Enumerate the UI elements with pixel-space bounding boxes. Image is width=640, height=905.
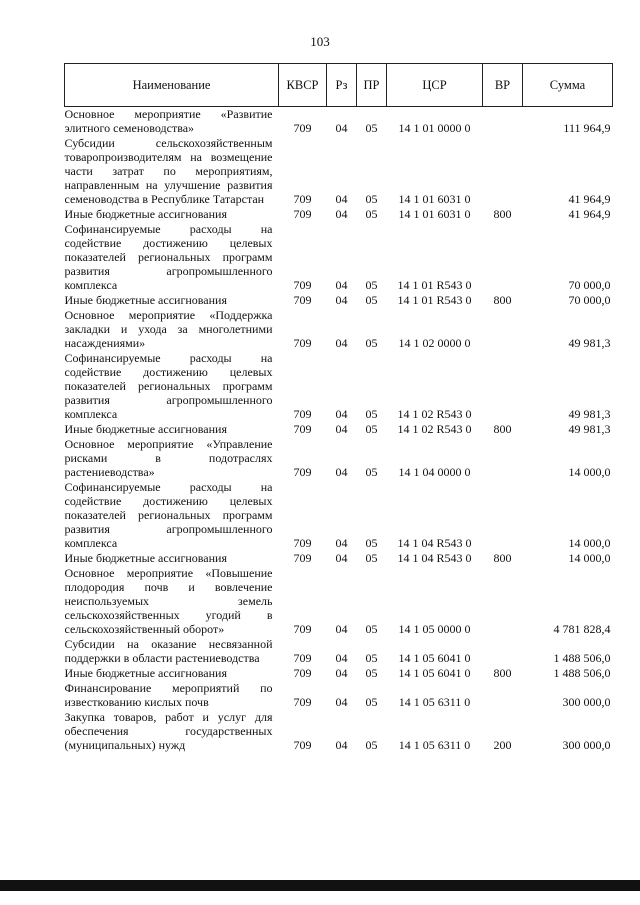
cell-sum: 300 000,0 (562, 738, 611, 752)
table-row (65, 421, 613, 436)
cell-name: Иные бюджетные ассигнования (64, 422, 227, 436)
cell-kvsr: 709 (293, 278, 312, 292)
cell-csr: 14 1 01 0000 0 (398, 121, 471, 135)
header-vr: ВР (483, 64, 523, 107)
cell-name: Иные бюджетные ассигнования (64, 293, 227, 307)
table-row (65, 709, 613, 752)
table-body (65, 107, 613, 753)
cell-pr: 05 (365, 551, 378, 565)
cell-kvsr: 709 (293, 422, 312, 436)
cell-csr: 14 1 02 R543 0 (397, 407, 472, 421)
table-row (65, 665, 613, 680)
cell-vr: 200 (493, 738, 512, 752)
table-row (65, 307, 613, 350)
cell-csr: 14 1 05 6311 0 (398, 695, 471, 709)
cell-csr: 14 1 05 0000 0 (398, 622, 471, 636)
cell-kvsr: 709 (293, 293, 312, 307)
header-csr: ЦСР (387, 64, 483, 107)
cell-vr: 800 (493, 422, 512, 436)
cell-rz: 04 (335, 207, 348, 221)
cell-name: Финансирование мероприятий по известкованию кислых почв (64, 681, 273, 709)
scan-bottom-bar (0, 880, 640, 891)
cell-pr: 05 (365, 666, 378, 680)
cell-kvsr: 709 (293, 695, 312, 709)
cell-kvsr: 709 (293, 465, 312, 479)
cell-name: Софинансируемые расходы на содействие достижению целевых показателей региональных программ развития агропромышленного комплекса (64, 351, 273, 421)
cell-pr: 05 (365, 622, 378, 636)
cell-sum: 14 000,0 (568, 465, 611, 479)
table-row (65, 636, 613, 665)
cell-name: Основное мероприятие «Развитие элитного семеноводства» (64, 107, 273, 135)
cell-rz: 04 (335, 192, 348, 206)
table-row (65, 206, 613, 221)
cell-vr (483, 221, 523, 292)
cell-kvsr: 709 (293, 651, 312, 665)
cell-name: Софинансируемые расходы на содействие достижению целевых показателей региональных программ развития агропромышленного комплекса (64, 480, 273, 550)
table-row (65, 436, 613, 479)
cell-pr: 05 (365, 738, 378, 752)
cell-rz: 04 (335, 293, 348, 307)
cell-rz: 04 (335, 622, 348, 636)
cell-rz: 04 (335, 336, 348, 350)
cell-csr: 14 1 04 R543 0 (397, 551, 472, 565)
cell-pr: 05 (365, 422, 378, 436)
table-row (65, 107, 613, 136)
cell-vr: 800 (493, 666, 512, 680)
cell-pr: 05 (365, 121, 378, 135)
table-header-row (65, 64, 613, 107)
header-pr: ПР (357, 64, 387, 107)
cell-pr: 05 (365, 651, 378, 665)
cell-csr: 14 1 04 0000 0 (398, 465, 471, 479)
cell-csr: 14 1 02 R543 0 (397, 422, 472, 436)
cell-name: Основное мероприятие «Повышение плодородия почв и вовлечение неиспользуемых земель сельскохозяйственных угодий в сельскохозяйственный оборот» (64, 566, 273, 636)
cell-csr: 14 1 01 R543 0 (397, 293, 472, 307)
cell-sum: 41 964,9 (568, 192, 611, 206)
cell-csr: 14 1 01 6031 0 (398, 207, 471, 221)
cell-name: Иные бюджетные ассигнования (64, 666, 227, 680)
cell-rz: 04 (335, 551, 348, 565)
cell-sum: 111 964,9 (563, 121, 611, 135)
table-row (65, 135, 613, 206)
header-rz: Рз (327, 64, 357, 107)
cell-rz: 04 (335, 465, 348, 479)
cell-kvsr: 709 (293, 207, 312, 221)
cell-rz: 04 (335, 121, 348, 135)
cell-sum: 41 964,9 (568, 207, 611, 221)
cell-vr (483, 636, 523, 665)
cell-rz: 04 (335, 422, 348, 436)
cell-kvsr: 709 (293, 121, 312, 135)
cell-rz: 04 (335, 536, 348, 550)
cell-vr (483, 107, 523, 136)
cell-pr: 05 (365, 192, 378, 206)
cell-kvsr: 709 (293, 407, 312, 421)
page-number: 103 (310, 34, 330, 49)
cell-sum: 300 000,0 (562, 695, 611, 709)
cell-vr: 800 (493, 551, 512, 565)
cell-vr (483, 565, 523, 636)
cell-sum: 70 000,0 (568, 278, 611, 292)
cell-sum: 1 488 506,0 (553, 666, 611, 680)
cell-vr (483, 135, 523, 206)
header-name: Наименование (65, 64, 279, 107)
cell-sum: 49 981,3 (568, 336, 611, 350)
cell-kvsr: 709 (293, 336, 312, 350)
cell-rz: 04 (335, 407, 348, 421)
cell-rz: 04 (335, 278, 348, 292)
cell-sum: 49 981,3 (568, 422, 611, 436)
cell-pr: 05 (365, 336, 378, 350)
cell-csr: 14 1 05 6041 0 (398, 651, 471, 665)
cell-csr: 14 1 05 6311 0 (398, 738, 471, 752)
cell-kvsr: 709 (293, 622, 312, 636)
cell-pr: 05 (365, 407, 378, 421)
cell-sum: 49 981,3 (568, 407, 611, 421)
header-kvsr: КВСР (279, 64, 327, 107)
budget-table (64, 63, 612, 752)
cell-name: Субсидии на оказание несвязанной поддержки в области растениеводства (64, 637, 273, 665)
cell-sum: 4 781 828,4 (553, 622, 611, 636)
cell-kvsr: 709 (293, 536, 312, 550)
table-row (65, 221, 613, 292)
table-row (65, 350, 613, 421)
cell-kvsr: 709 (293, 738, 312, 752)
cell-rz: 04 (335, 695, 348, 709)
cell-sum: 1 488 506,0 (553, 651, 611, 665)
cell-rz: 04 (335, 738, 348, 752)
cell-pr: 05 (365, 465, 378, 479)
cell-kvsr: 709 (293, 192, 312, 206)
cell-sum: 14 000,0 (568, 551, 611, 565)
cell-rz: 04 (335, 651, 348, 665)
cell-csr: 14 1 01 6031 0 (398, 192, 471, 206)
cell-pr: 05 (365, 536, 378, 550)
cell-pr: 05 (365, 293, 378, 307)
cell-vr (483, 680, 523, 709)
cell-name: Иные бюджетные ассигнования (64, 551, 227, 565)
cell-csr: 14 1 04 R543 0 (397, 536, 472, 550)
cell-vr (483, 350, 523, 421)
cell-pr: 05 (365, 207, 378, 221)
cell-sum: 14 000,0 (568, 536, 611, 550)
table-row (65, 550, 613, 565)
table-row (65, 565, 613, 636)
cell-kvsr: 709 (293, 666, 312, 680)
cell-name: Основное мероприятие «Поддержка закладки и ухода за многолетними насаждениями» (64, 308, 273, 350)
cell-name: Иные бюджетные ассигнования (64, 207, 227, 221)
cell-vr (483, 307, 523, 350)
table-row (65, 479, 613, 550)
cell-kvsr: 709 (293, 551, 312, 565)
cell-vr: 800 (493, 207, 512, 221)
cell-vr: 800 (493, 293, 512, 307)
cell-name: Софинансируемые расходы на содействие достижению целевых показателей региональных программ развития агропромышленного комплекса (64, 222, 273, 292)
cell-name: Субсидии сельскохозяйственным товаропроизводителям на возмещение части затрат по мероприятиям, направленным на улучшение развития семеноводства в Республике Татарстан (64, 136, 273, 206)
cell-pr: 05 (365, 278, 378, 292)
cell-sum: 70 000,0 (568, 293, 611, 307)
cell-csr: 14 1 05 6041 0 (398, 666, 471, 680)
table-row (65, 680, 613, 709)
cell-vr (483, 436, 523, 479)
cell-name: Закупка товаров, работ и услуг для обеспечения государственных (муниципальных) нужд (64, 710, 273, 752)
cell-name: Основное мероприятие «Управление рисками в подотраслях растениеводства» (64, 437, 273, 479)
cell-vr (483, 479, 523, 550)
cell-rz: 04 (335, 666, 348, 680)
header-sum: Сумма (523, 64, 613, 107)
cell-csr: 14 1 01 R543 0 (397, 278, 472, 292)
cell-pr: 05 (365, 695, 378, 709)
table-row (65, 292, 613, 307)
cell-csr: 14 1 02 0000 0 (398, 336, 471, 350)
